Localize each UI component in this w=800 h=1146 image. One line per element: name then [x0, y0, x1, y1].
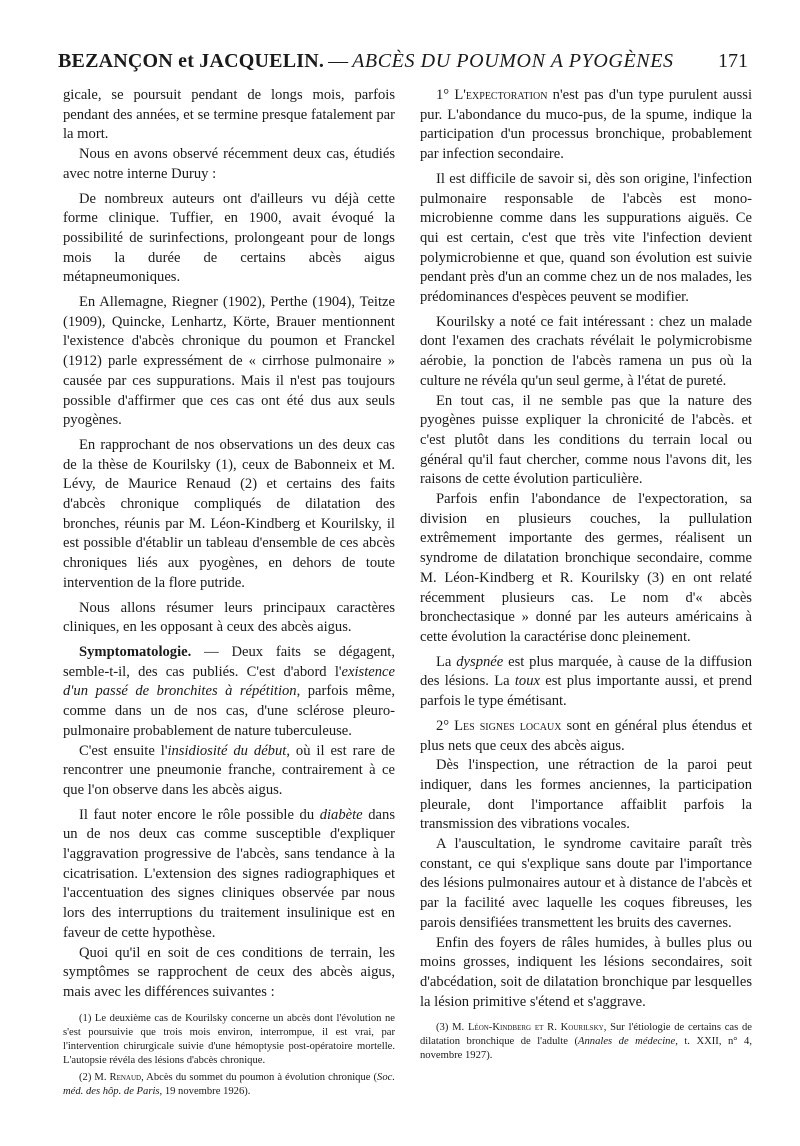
header-dash: —: [328, 50, 349, 72]
paragraph: Nous allons résumer leurs principaux caractères cliniques, en les opposant à ceux des abcès aigus.: [63, 599, 395, 636]
paragraph: [63, 742, 395, 801]
small-caps-heading: 1° L'expectoration: [436, 87, 548, 103]
text-run: , parfois même, comme dans un de nos cas, d'une sclérose pleuro-pulmonaire probablement de nature tuberculeuse.: [63, 683, 395, 739]
paragraph: Enfin des foyers de râles humides, à bulles plus ou moins grosses, indiquent les lésions secondaires, soit d'abcédation, soit de dilatation bronchique par lesquelles la lésion primitive s'étend et s'aggrave.: [420, 934, 752, 1010]
paragraph: [420, 86, 752, 165]
small-caps-heading: 2° Les signes locaux: [436, 717, 562, 734]
footnote-3: [420, 1021, 752, 1063]
section-heading-symptomatologie: Symptomatologie.: [79, 643, 192, 660]
text-run: sont en général plus étendus et plus nets que ceux des abcès aigus.: [420, 717, 752, 754]
text-run: — Deux faits se dégagent, semble-t-il, des cas publiés. C'est d'abord l': [63, 643, 395, 680]
footnotes-right: [420, 1021, 752, 1063]
paragraph: Kourilsky a noté ce fait intéressant : chez un malade dont l'examen des crachats révélait le polymicrobisme aérobie, la ponction de l'abcès ramena un pus où la culture ne révéla qu'un seul germe, à l'état de pureté.: [420, 313, 752, 389]
text-run: , 19 novembre 1926).: [159, 1085, 251, 1097]
italic-run: toux: [514, 673, 540, 690]
header-title: ABCÈS DU POUMON A PYOGÈNES: [352, 50, 674, 72]
author-name: M. Renaud: [94, 1071, 142, 1083]
header-authors: BEZANÇON et JACQUELIN.: [58, 50, 325, 72]
paragraph: En Allemagne, Riegner (1902), Perthe (1904), Teitze (1909), Quincke, Lenhartz, Körte, Brauer mentionnent l'existence d'abcès chronique du poumon et Franckel (1912) parle expressément de « cirrhose pulmonaire » causée par ces suppurations. Mais il n'est pas toujours possible d'affirmer que ces cas ont été dus aux seuls pyogènes.: [63, 294, 395, 429]
text-run: Il faut noter encore le rôle possible du: [79, 806, 320, 823]
right-column: [420, 86, 752, 1066]
paragraph: Il est difficile de savoir si, dès son origine, l'infection pulmonaire responsable de l'abcès est mono-microbienne comme dans les suppurations aiguës. Ce qui est certain, c'est que très vite l'infection devient polymicrobienne et que, quand son évolution est suivie pendant près d'un an comme chez un de nos malades, les prédominances d'espèces peuvent se modifier.: [420, 170, 752, 306]
paragraph: A l'auscultation, le syndrome cavitaire paraît très constant, ce qui s'explique sans doute par l'importance des lésions pulmonaires autour et à distance de l'abcès et par la facilité avec laquelle les coques fibreuses, les parois densifiées transmettent les bruits des cavernes.: [420, 836, 752, 931]
italic-run: Annales de médecine: [578, 1036, 676, 1048]
author-name: M. Léon-Kindberg et R. Kourilsky: [452, 1022, 604, 1034]
paragraph: gicale, se poursuit pendant de longs mois, parfois pendant des années, et se termine presque fatalement par la mort.: [63, 87, 395, 143]
page-number: 171: [718, 50, 748, 72]
footnote-1: (1) Le deuxième cas de Kourilsky concerne un abcès dont l'évolution ne s'est poursuivie que trois mois environ, interrompue, il est vrai, par l'intervention chirurgicale suivie d'une hémoptysie post-opératoire mortelle. L'autopsie révéla des lésions d'abcès chronique.: [63, 1012, 395, 1066]
text-run: , Sur l'étiologie de certains cas de dilatation bronchique de l'adulte (: [420, 1022, 752, 1048]
text-run: n'est pas d'un type purulent aussi pur. L'abondance du muco-pus, de la spume, indique la participation d'un processus bronchique, probablement par infection secondaire.: [420, 87, 753, 163]
italic-run: Soc. méd. des hôp. de Paris: [63, 1071, 395, 1097]
paragraph: Quoi qu'il en soit de ces conditions de terrain, les symptômes se rapprochent de ceux des abcès aigus, mais avec les différences suivantes :: [63, 944, 395, 1000]
paragraph: [63, 806, 395, 944]
text-run: C'est ensuite l': [79, 742, 168, 759]
paragraph: Dès l'inspection, une rétraction de la paroi peut indiquer, dans les formes anciennes, la participation pleurale, dont l'importance affaiblit parfois la transmission des vibrations vocales.: [420, 757, 752, 833]
paragraph: Parfois enfin l'abondance de l'expectoration, sa division en plusieurs couches, la pullulation extrêmement importante des germes, réalisent un syndrome de dilatation bronchique secondaire, comme M. Léon-Kindberg et R. Kourilsky (3) en ont relaté récemment plusieurs cas. Le nom d'« abcès bronchectasique » donné par les auteurs américains à cette évolution la caractérise donc pleinement.: [420, 491, 752, 645]
text-run: , où il est rare de rencontrer une pneumonie franche, contrairement à ce que l'on observe dans les abcès aigus.: [63, 742, 395, 798]
text-run: est plus marquée, à cause de la diffusion des lésions. La: [420, 653, 752, 690]
italic-run: dyspnée: [456, 653, 504, 670]
italic-run: diabète: [319, 806, 363, 823]
italic-run: insidiosité du début: [167, 742, 287, 759]
text-run: , Abcès du sommet du poumon à évolution chronique (: [141, 1071, 378, 1083]
text-run: est plus importante aussi, et prend parfois le type émétisant.: [420, 673, 752, 710]
paragraph: [63, 643, 395, 742]
text-run: La: [436, 653, 457, 670]
paragraph: De nombreux auteurs ont d'ailleurs vu déjà cette forme clinique. Tuffier, en 1900, avait évoqué la possibilité de surinfections, prolongeant pour de longs mois la durée de certains abcès aigus métapneumoniques.: [63, 190, 395, 286]
text-run: , t. XXII, n° 4, novembre 1927).: [420, 1036, 752, 1062]
left-column: [63, 86, 395, 1102]
paragraph: [420, 717, 752, 756]
text-run: (3): [436, 1022, 453, 1034]
paragraph: Nous en avons observé récemment deux cas, étudiés avec notre interne Duruy :: [63, 146, 395, 182]
running-header: [58, 50, 748, 86]
paragraph: En rapprochant de nos observations un des deux cas de la thèse de Kourilsky (1), ceux de Babonneix et M. Lévy, de Maurice Renaud (2) et certains des faits d'abcès chronique compliqués de dilatation des bronches, réunis par M. Léon-Kindberg et Kourilsky, il est possible d'établir un tableau d'ensemble de ces abcès chroniques liés aux pyogènes, en dehors de toute intervention de la flore putride.: [63, 436, 395, 591]
text-run: (2): [79, 1071, 95, 1083]
paragraph: [420, 653, 752, 712]
italic-run: existence d'un passé de bronchites à répétition: [63, 663, 395, 700]
text-run: dans un de nos deux cas comme susceptible d'expliquer l'aggravation progressive de l'abcès, sans tendance à la cicatrisation. L'extension des signes radiographiques et l'accentuation des signes cliniques observée par nous lors des interruptions du traitement insulinique est en faveur de cette hypothèse.: [63, 806, 395, 941]
footnote-2: [63, 1071, 395, 1099]
paragraph: En tout cas, il ne semble pas que la nature des pyogènes puisse expliquer la chronicité de l'abcès. et c'est plutôt dans les conditions du terrain local ou général qu'il faut chercher, comme nous l'avons dit, les raisons de cette évolution particulière.: [420, 392, 752, 488]
footnotes-left: [63, 1012, 395, 1099]
